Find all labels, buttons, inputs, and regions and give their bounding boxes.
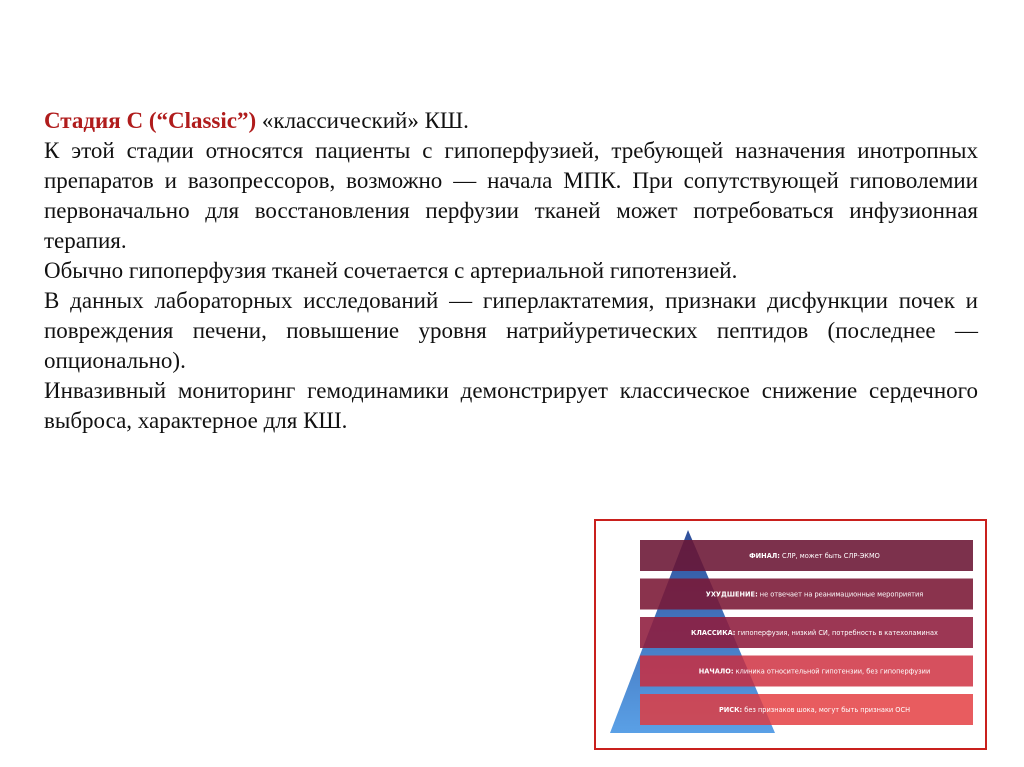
- stage-key: КЛАССИКА:: [691, 629, 736, 637]
- stage-description: гипоперфузия, низкий СИ, потребность в катехоламинах: [735, 629, 938, 637]
- stage-subtitle: «классический» КШ.: [256, 108, 469, 133]
- stage-description: не отвечает на реанимационные мероприятия: [757, 590, 924, 599]
- stage-key: УХУДШЕНИЕ:: [705, 590, 758, 599]
- heading-line: [44, 106, 978, 136]
- stage-label: [719, 706, 910, 714]
- stage-label: [699, 668, 931, 676]
- paragraph: Инвазивный мониторинг гемодинамики демонстрирует классическое снижение сердечного выброса, характерное для КШ.: [44, 378, 978, 433]
- slide-text: [44, 106, 978, 436]
- shock-stage-pyramid: [594, 519, 987, 750]
- stage-title: Стадия С (“Classic”): [44, 108, 257, 133]
- stage-description: СЛР, может быть СЛР-ЭКМО: [779, 552, 880, 560]
- stage-key: ФИНАЛ:: [749, 552, 780, 560]
- stage-label: [749, 552, 880, 560]
- stage-key: РИСК:: [718, 706, 743, 714]
- paragraph: В данных лабораторных исследований — гиперлактатемия, признаки дисфункции почек и повреждения печени, повышение уровня натрийуретических пептидов (последнее — опционально).: [44, 288, 978, 373]
- paragraph: К этой стадии относятся пациенты с гипоперфузией, требующей назначения инотропных препаратов и вазопрессоров, возможно — начала МПК. При сопутствующей гиповолемии первоначально для восстановления перфузии тканей может потребоваться инфузионная терапия.: [44, 138, 978, 253]
- stage-key: НАЧАЛО:: [698, 667, 734, 676]
- stage-description: клиника относительной гипотензии, без гипоперфузии: [733, 667, 931, 676]
- stage-description: без признаков шока, могут быть признаки ОСН: [742, 706, 911, 714]
- pyramid-diagram: [596, 521, 985, 748]
- stage-label: [706, 591, 924, 599]
- paragraph: Обычно гипоперфузия тканей сочетается с артериальной гипотензией.: [44, 258, 738, 283]
- stage-label: [691, 629, 938, 637]
